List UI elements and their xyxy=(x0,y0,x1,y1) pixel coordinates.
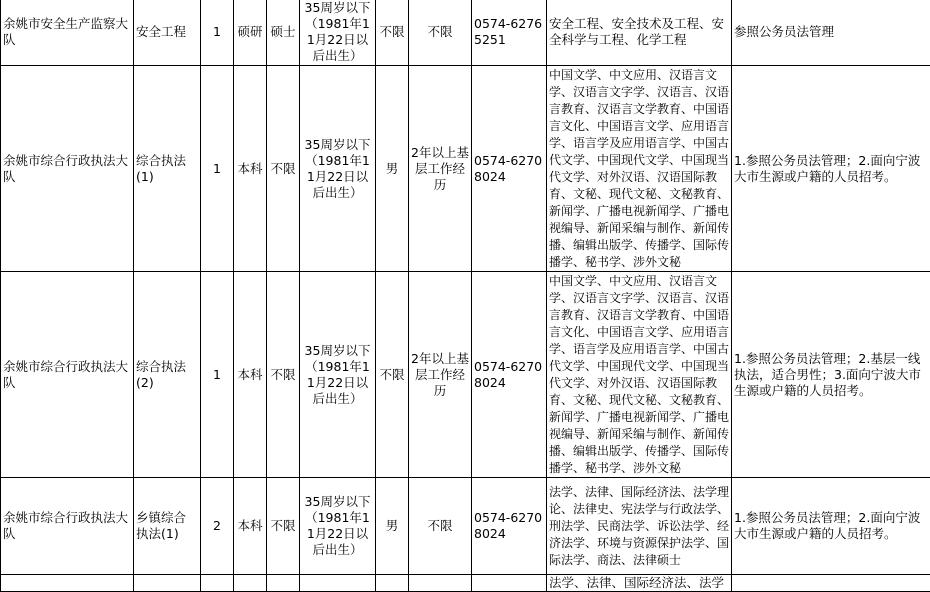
unit-cell: 余姚市综合行政执法大队 xyxy=(1,272,134,478)
notes-cell: 1.参照公务员法管理；2.面向宁波大市生源或户籍的人员招考。 xyxy=(732,66,930,272)
position-cell: 综合执法(1) xyxy=(134,66,201,272)
table-row xyxy=(1,0,930,66)
age-cell: 35周岁以下（1981年11月22日以后出生） xyxy=(300,272,376,478)
unit-cell: 余姚市安全生产监察大队 xyxy=(1,0,134,66)
degree-cell: 不限 xyxy=(267,66,300,272)
gender-cell: 不限 xyxy=(376,0,409,66)
position-cell: 乡镇综合执法(1) xyxy=(134,478,201,575)
empty-cell xyxy=(376,575,409,592)
major-cell: 法学、法律、国际经济法、法学理论、法律史、宪法学与行政法学、刑法学、民商法学、诉讼法学、经济法学、环境与资源保护法学、国际法学、商法、法律硕士 xyxy=(547,478,732,575)
unit-cell: 余姚市综合行政执法大队 xyxy=(1,478,134,575)
empty-cell xyxy=(472,575,547,592)
education-cell: 本科 xyxy=(234,66,267,272)
age-cell: 35周岁以下（1981年11月22日以后出生） xyxy=(300,0,376,66)
table-row xyxy=(1,66,930,272)
major-cell: 中国文学、中文应用、汉语言文学、汉语言文字学、汉语言、汉语言教育、汉语言文学教育、中国语言文化、中国语言文学、应用语言学、语言学及应用语言学、中国古代文学、中国现代文学、中国现当代文学、对外汉语、汉语国际教育、文秘、现代文秘、文秘教育、新闻学、广播电视新闻学、广播电视编导、新闻采编与制作、新闻传播、编辑出版学、传播学、国际传播学、秘书学、涉外文秘 xyxy=(547,66,732,272)
table-row-partial xyxy=(1,575,930,592)
empty-cell xyxy=(732,575,930,592)
gender-cell: 男 xyxy=(376,478,409,575)
unit-cell: 余姚市综合行政执法大队 xyxy=(1,66,134,272)
empty-cell xyxy=(201,575,234,592)
empty-cell xyxy=(134,575,201,592)
empty-cell xyxy=(267,575,300,592)
notes-cell: 参照公务员法管理 xyxy=(732,0,930,66)
gender-cell: 不限 xyxy=(376,272,409,478)
major-cell: 安全工程、安全技术及工程、安全科学与工程、化学工程 xyxy=(547,0,732,66)
experience-cell: 不限 xyxy=(409,0,472,66)
empty-cell xyxy=(1,575,134,592)
experience-cell: 2年以上基层工作经历 xyxy=(409,272,472,478)
count-cell: 1 xyxy=(201,0,234,66)
notes-cell: 1.参照公务员法管理；2.基层一线执法，适合男性；3.面向宁波大市生源或户籍的人员招考。 xyxy=(732,272,930,478)
degree-cell: 硕士 xyxy=(267,0,300,66)
major-cell: 中国文学、中文应用、汉语言文学、汉语言文字学、汉语言、汉语言教育、汉语言文学教育、中国语言文化、中国语言文学、应用语言学、语言学及应用语言学、中国古代文学、中国现代文学、中国现当代文学、对外汉语、汉语国际教育、文秘、现代文秘、文秘教育、新闻学、广播电视新闻学、广播电视编导、新闻采编与制作、新闻传播、编辑出版学、传播学、国际传播学、秘书学、涉外文秘 xyxy=(547,272,732,478)
table-row xyxy=(1,272,930,478)
age-cell: 35周岁以下（1981年11月22日以后出生） xyxy=(300,66,376,272)
position-cell: 安全工程 xyxy=(134,0,201,66)
age-cell: 35周岁以下（1981年11月22日以后出生） xyxy=(300,478,376,575)
education-cell: 本科 xyxy=(234,478,267,575)
experience-cell: 2年以上基层工作经历 xyxy=(409,66,472,272)
degree-cell: 不限 xyxy=(267,478,300,575)
count-cell: 1 xyxy=(201,272,234,478)
notes-cell: 1.参照公务员法管理；2.面向宁波大市生源或户籍的人员招考。 xyxy=(732,478,930,575)
table-row xyxy=(1,478,930,575)
position-cell: 综合执法(2) xyxy=(134,272,201,478)
degree-cell: 不限 xyxy=(267,272,300,478)
phone-cell: 0574-62708024 xyxy=(472,66,547,272)
experience-cell: 不限 xyxy=(409,478,472,575)
phone-cell: 0574-62765251 xyxy=(472,0,547,66)
gender-cell: 男 xyxy=(376,66,409,272)
empty-cell xyxy=(300,575,376,592)
education-cell: 硕研 xyxy=(234,0,267,66)
phone-cell: 0574-62708024 xyxy=(472,272,547,478)
education-cell: 本科 xyxy=(234,272,267,478)
empty-cell xyxy=(234,575,267,592)
major-cell: 法学、法律、国际经济法、法学 xyxy=(547,575,732,592)
phone-cell: 0574-62708024 xyxy=(472,478,547,575)
count-cell: 1 xyxy=(201,66,234,272)
empty-cell xyxy=(409,575,472,592)
count-cell: 2 xyxy=(201,478,234,575)
